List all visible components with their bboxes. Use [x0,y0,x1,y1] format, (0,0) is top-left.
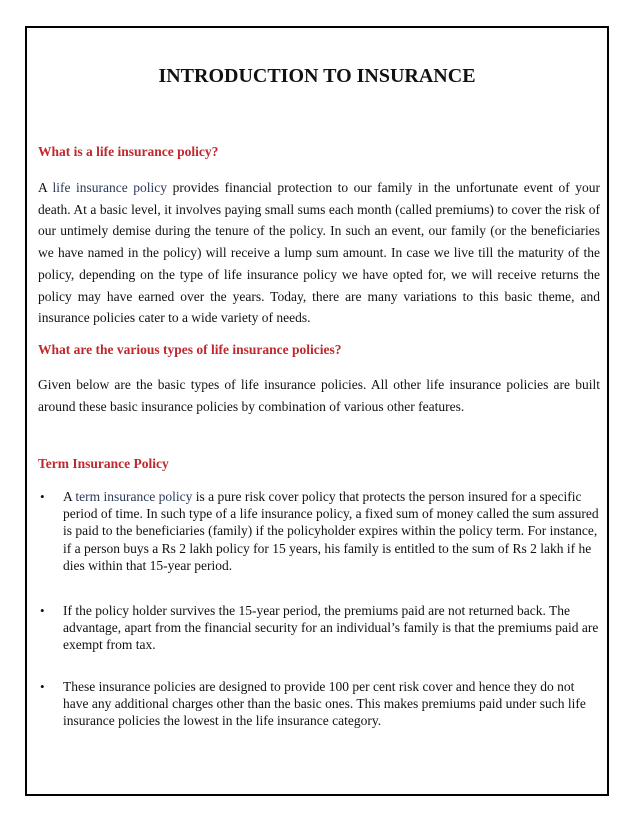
link-term-insurance-policy[interactable]: term insurance policy [75,489,193,504]
page-title: INTRODUCTION TO INSURANCE [158,65,476,87]
bullet-icon: • [40,679,45,694]
bullet-body: is a pure risk cover policy that protects the person insured for a specific period of time. In such type of a life insurance policy, a fixed sum of money called the sum assured is paid to the beneficiaries (family) if the policyholder expires within the policy term. For instance, if a person buys a Rs 2 lakh policy for 15 years, his family is entitled to the sum of Rs 2 lakh if he dies within that 15-year period. [63,489,599,573]
list-item [38,488,600,574]
section-heading-policy-types: What are the various types of life insurance policies? [38,342,342,357]
link-life-insurance-policy[interactable]: life insurance policy [52,180,168,195]
bullet-text: If the policy holder survives the 15-year period, the premiums paid are not returned back. The advantage, apart from the financial security for an individual’s family is that the premiums paid are exempt from tax. [63,603,599,653]
section-heading-term-insurance: Term Insurance Policy [38,456,169,471]
paragraph-body: provides financial protection to our family in the unfortunate event of your death. At a basic level, it involves paying small sums each month (called premiums) to cover the risk of our untimely demise during the tenure of the policy. In such an event, our family (or the beneficiaries we have named in the policy) will receive a lump sum amount. In case we live till the maturity of the policy, depending on the type of life insurance policy we have opted for, we will receive returns the policy may have earned over the years. Today, there are many variations to this basic theme, and insurance policies cater to a wide variety of needs. [38,180,600,326]
bullet-icon: • [40,603,45,618]
bullet-text [63,488,600,574]
paragraph-prefix: A [38,180,53,195]
document-page [25,26,609,796]
list-item [38,602,600,654]
bullet-prefix: A [63,489,76,504]
bullet-text: These insurance policies are designed to provide 100 per cent risk cover and hence they do not have any additional charges other than the basic ones. This makes premiums paid under such life insurance policies the lowest in the life insurance category. [63,679,586,729]
paragraph-life-insurance [38,177,600,329]
section-heading-life-insurance: What is a life insurance policy? [38,144,219,159]
bullet-icon: • [40,489,45,504]
list-item [38,678,600,730]
paragraph-policy-types: Given below are the basic types of life insurance policies. All other life insurance policies are built around these basic insurance policies by combination of various other features. [38,377,600,414]
